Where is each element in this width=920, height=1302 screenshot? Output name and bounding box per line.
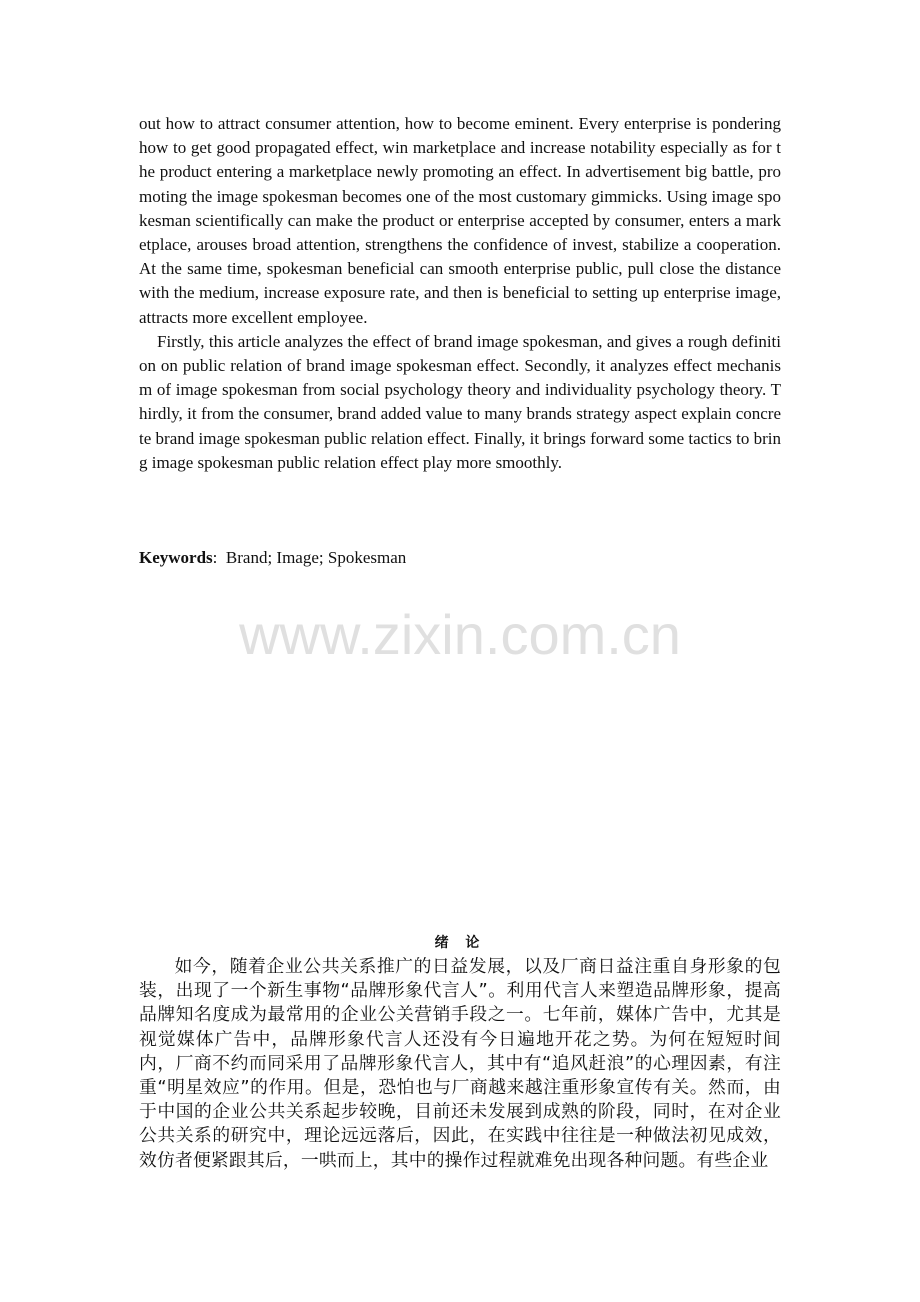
intro-paragraph: 如今，随着企业公共关系推广的日益发展，以及厂商日益注重自身形象的包装，出现了一个新生事物“品牌形象代言人”。利用代言人来塑造品牌形象，提高品牌知名度成为最常用的企业公关营销手段之一。七年前，媒体广告中，尤其是视觉媒体广告中，品牌形象代言人还没有今日遍地开花之势。为何在短短时间内，厂商不约而同采用了品牌形象代言人，其中有“追风赶浪”的心理因素，有注重“明星效应”的作用。但是，恐怕也与厂商越来越注重形象宣传有关。然而，由于中国的企业公共关系起步较晚，目前还未发展到成熟的阶段，同时，在对企业公共关系的研究中，理论远远落后，因此，在实践中往往是一种做法初见成效，效仿者便紧跟其后，一哄而上，其中的操作过程就难免出现各种问题。有些企业 xyxy=(139,956,781,1171)
english-abstract xyxy=(139,112,781,475)
abstract-paragraph-1: out how to attract consumer attention, how to become eminent. Every enterprise is pondering how to get good propagated effect, win marketplace and increase notability especially as for the product entering a marketplace newly promoting an effect. In advertisement big battle, promoting the image spokesman becomes one of the most customary gimmicks. Using image spokesman scientifically can make the product or enterprise accepted by consumer, enters a marketplace, arouses broad attention, strengthens the confidence of invest, stabilize a cooperation. At the same time, spokesman beneficial can smooth enterprise public, pull close the distance with the medium, increase exposure rate, and then is beneficial to setting up enterprise image, attracts more excellent employee. xyxy=(139,114,781,327)
keywords-line xyxy=(139,546,781,570)
keywords-value: Brand; Image; Spokesman xyxy=(225,548,407,567)
section-title: 绪 论 xyxy=(434,935,486,951)
abstract-paragraph-2: Firstly, this article analyzes the effect of brand image spokesman, and gives a rough definition on public relation of brand image spokesman effect. Secondly, it analyzes effect mechanism of image spokesman from social psychology theory and individuality psychology theory. Thirdly, it from the consumer, brand added value to many brands strategy aspect explain concrete brand image spokesman public relation effect. Finally, it brings forward some tactics to bring image spokesman public relation effect play more smoothly. xyxy=(139,331,781,472)
watermark: www.zixin.com.cn xyxy=(239,603,681,666)
keywords-label: Keywords xyxy=(139,548,213,567)
keywords-separator: : xyxy=(212,548,218,567)
chinese-introduction xyxy=(139,955,781,1173)
